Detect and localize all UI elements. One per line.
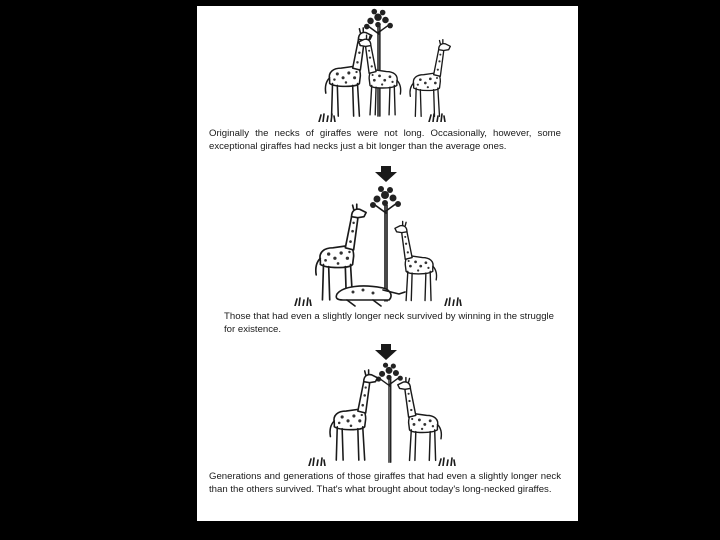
illustration-panel [197, 6, 578, 521]
scene-survival-struggle [197, 182, 578, 308]
tree-icon [370, 186, 401, 301]
scene-long-necked-giraffes [197, 360, 578, 468]
giraffe-icon [410, 40, 450, 117]
caption-step-2: Those that had even a slightly longer neck survived by winning in the struggle for existence. [224, 311, 554, 335]
tree-icon [376, 363, 403, 463]
caption-step-3: Generations and generations of those giraffes that had even a slightly longer neck than the others survived. That's what brought about today's long-necked giraffes. [209, 471, 561, 495]
giraffe-icon [398, 378, 442, 461]
fallen-giraffe-icon [336, 286, 405, 306]
scene-original-giraffes [197, 6, 578, 124]
giraffe-icon [330, 370, 377, 460]
down-arrow-icon [374, 166, 398, 182]
giraffe-icon [395, 221, 437, 300]
down-arrow-icon [374, 344, 398, 360]
caption-step-1: Originally the necks of giraffes were not long. Occasionally, however, some exceptional giraffes had necks just a bit longer than the average ones. [209, 128, 561, 152]
